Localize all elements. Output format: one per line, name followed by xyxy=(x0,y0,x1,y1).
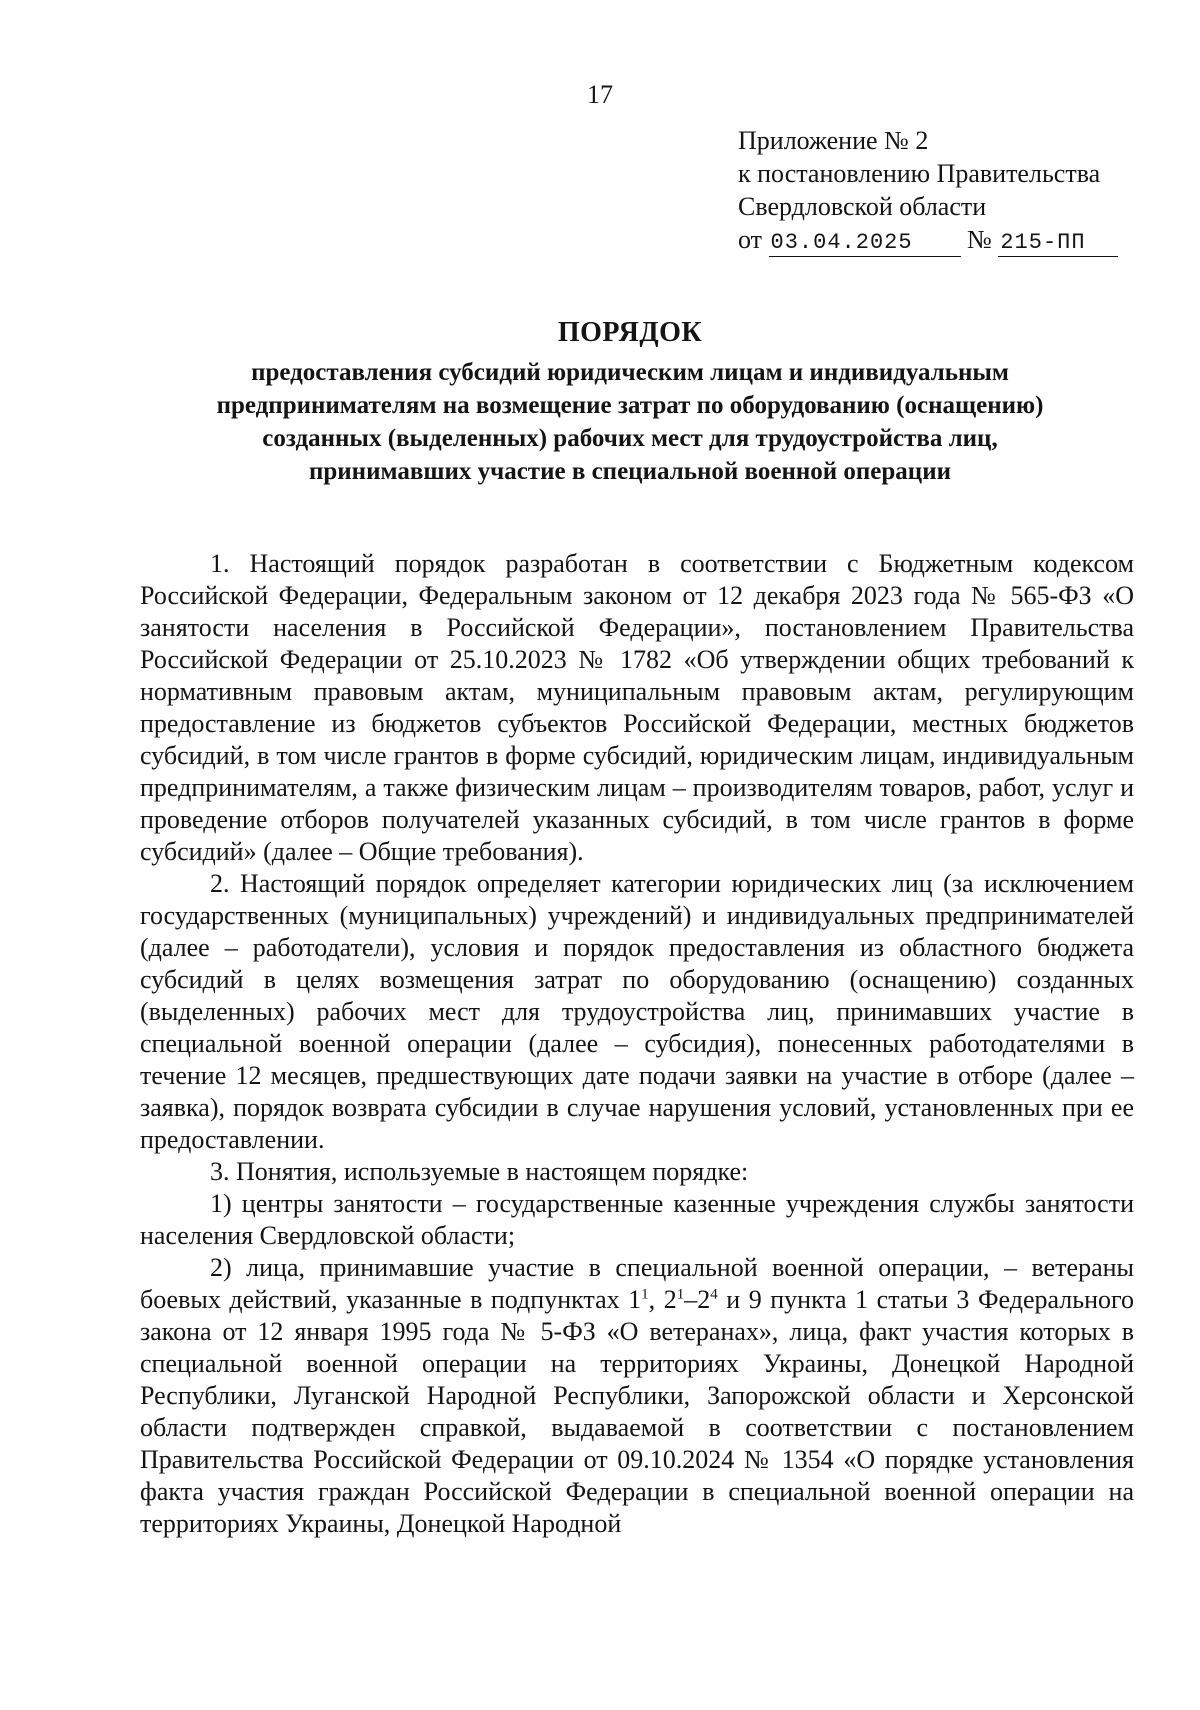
document-body xyxy=(140,548,1134,1540)
item-2-text: –2 xyxy=(684,1285,711,1314)
title-line: принимавших участие в специальной военной операции xyxy=(308,458,952,485)
appendix-resolution-ref: к постановлению Правительства xyxy=(738,159,1101,188)
title-line: предоставления субсидий юридическим лицам и индивидуальным xyxy=(251,359,1009,386)
appendix-header xyxy=(738,124,1178,257)
resolution-number-field xyxy=(998,227,1118,257)
title-line: предпринимателям на возмещение затрат по оборудованию (оснащению) xyxy=(216,392,1044,419)
document-title xyxy=(140,314,1120,488)
title-subtitle xyxy=(140,356,1120,488)
superscript: 1 xyxy=(676,1286,685,1303)
appendix-date-number-line xyxy=(738,223,1178,257)
appendix-title: Приложение № 2 xyxy=(738,126,929,155)
resolution-date-field xyxy=(769,227,961,257)
item-2-text-start: 2) лица, принимавшие участие в специальной военной операции, – ветераны боевых действий, указанные в подпунктах 1 xyxy=(140,1253,1134,1314)
paragraph-3-item-1: 1) центры занятости – государственные казенные учреждения службы занятости населения Свердловской области; xyxy=(140,1189,1134,1250)
superscript: 1 xyxy=(641,1286,649,1303)
paragraph-3-item-2 xyxy=(140,1252,1134,1540)
resolution-date: 03.04.2025 xyxy=(770,230,913,255)
appendix-region: Свердловской области xyxy=(738,192,987,221)
resolution-number: 215-ПП xyxy=(1000,230,1086,255)
page-number: 17 xyxy=(587,80,613,109)
title-line: созданных (выделенных) рабочих мест для трудоустройства лиц, xyxy=(262,425,998,452)
paragraph-3: 3. Понятия, используемые в настоящем порядке: xyxy=(210,1157,749,1186)
item-2-text: , 2 xyxy=(648,1285,677,1314)
title-main: ПОРЯДОК xyxy=(557,317,703,348)
item-2-text-end: и 9 пункта 1 статьи 3 Федерального закона от 12 января 1995 года № 5-ФЗ «О ветеранах», лица, факт участия которых в специальной военной операции на территориях Украины, Донецкой Народной Республики, Луганской Народной Республики, Запорожской области и Херсонской области подтвержден справкой, выдаваемой в соответствии с постановлением Правительства Российской Федерации от 09.10.2024 № 1354 «О порядке установления факта участия граждан Российской Федерации в специальной военной операции на территориях Украины, Донецкой Народной xyxy=(140,1285,1135,1538)
number-prefix: № xyxy=(967,225,992,254)
superscript: 4 xyxy=(710,1286,718,1303)
paragraph-1: 1. Настоящий порядок разработан в соответствии с Бюджетным кодексом Российской Федерации, Федеральным законом от 12 декабря 2023 года № 565-ФЗ «О занятости населения в Российской Федерации», постановлением Правительства Российской Федерации от 25.10.2023 № 1782 «Об утверждении общих требований к нормативным правовым актам, муниципальным правовым актам, регулирующим предоставление из бюджетов субъектов Российской Федерации, местных бюджетов субсидий, в том числе грантов в форме субсидий, юридическим лицам, индивидуальным предпринимателям, а также физическим лицам – производителям товаров, работ, услуг и проведение отборов получателей указанных субсидий, в том числе грантов в форме субсидий» (далее – Общие требования). xyxy=(140,549,1134,866)
paragraph-2: 2. Настоящий порядок определяет категории юридических лиц (за исключением государственных (муниципальных) учреждений) и индивидуальных предпринимателей (далее – работодатели), условия и порядок предоставления из областного бюджета субсидий в целях возмещения затрат по оборудованию (оснащению) созданных (выделенных) рабочих мест для трудоустройства лиц, принимавших участие в специальной военной операции (далее – субсидия), понесенных работодателями в течение 12 месяцев, предшествующих дате подачи заявки на участие в отборе (далее – заявка), порядок возврата субсидии в случае нарушения условий, установленных при ее предоставлении. xyxy=(140,869,1134,1154)
date-prefix: от xyxy=(738,225,763,254)
